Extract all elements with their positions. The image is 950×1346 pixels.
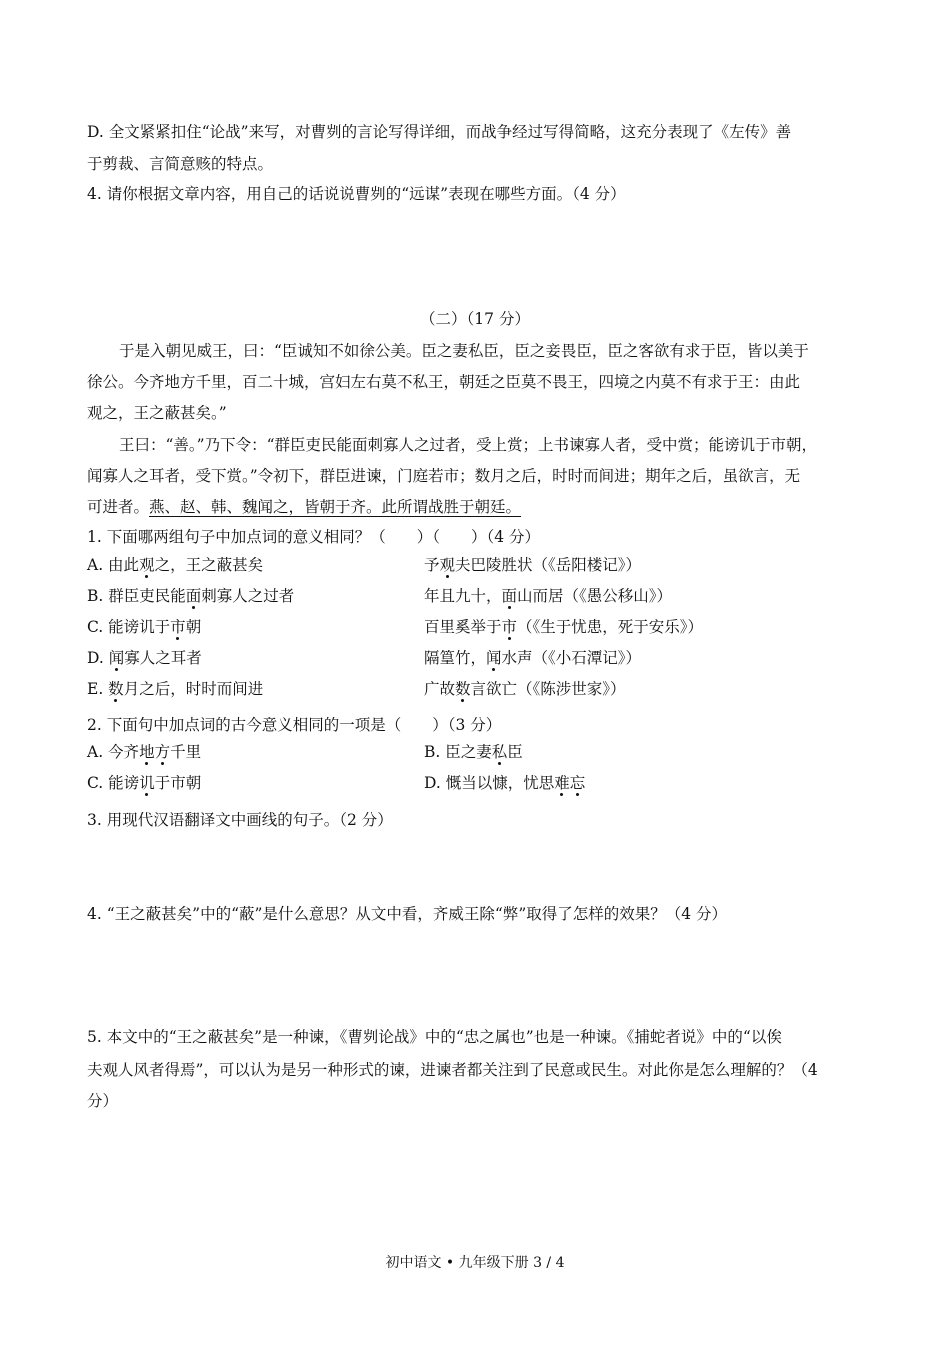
- q1-option-a-right: 予观夫巴陵胜状（《岳阳楼记》）: [424, 556, 642, 574]
- question-5-line1: 5. 本文中的“王之蔽甚矣”是一种谏，《曹刿论战》中的“忠之属也”也是一种谏。《捕蛇者说》中的“以俟: [87, 1028, 782, 1046]
- option-d-line2: 于剪裁、言简意赅的特点。: [87, 155, 274, 173]
- passage-p2-line3: [87, 496, 521, 518]
- section-heading: （二）（17 分）: [420, 310, 530, 328]
- dotted-word: 闻: [486, 649, 502, 667]
- dotted-word: 地: [139, 743, 155, 761]
- question-5-line3: 分）: [87, 1092, 119, 1110]
- dotted-word: 面: [185, 587, 202, 605]
- dotted-word: 面: [501, 587, 518, 605]
- dotted-word: 方: [154, 743, 171, 761]
- passage-p2-line2: 闻寡人之耳者，受下赏。”令初下，群臣进谏，门庭若市；数月之后，时时而间进；期年之后，虽欲言，无: [87, 467, 801, 485]
- dotted-word: 数: [108, 680, 124, 698]
- dotted-word: 观: [139, 556, 155, 574]
- underlined-sentence: 燕、赵、韩、魏闻之，皆朝于齐。此所谓战胜于朝廷。: [149, 498, 522, 516]
- q2-option-a: A. 今齐地方千里: [87, 743, 202, 761]
- question-5-line2: 夫观人风者得焉”，可以认为是另一种形式的谏，进谏者都关注到了民意或民生。对此你是怎么理解的？（4: [87, 1061, 818, 1079]
- dotted-word: 数: [455, 680, 471, 698]
- q1-option-d-left: D. 闻寡人之耳者: [87, 649, 202, 667]
- question-4-yuanmou: 4. 请你根据文章内容，用自己的话说说曹刿的“远谋”表现在哪些方面。（4 分）: [87, 185, 626, 203]
- q1-option-c-left: C. 能谤讥于市朝: [87, 618, 202, 636]
- q1-option-b-left: B. 群臣吏民能面刺寡人之过者: [87, 587, 295, 605]
- dotted-word: 私: [491, 743, 508, 761]
- question-4-bi: 4. “王之蔽甚矣”中的“蔽”是什么意思？从文中看，齐威王除“弊”取得了怎样的效果？（4 分）: [87, 905, 728, 923]
- dotted-word: 市: [170, 618, 186, 636]
- q2-option-c: C. 能谤讥于市朝: [87, 774, 202, 792]
- question-1-stem: 1. 下面哪两组句子中加点词的意义相同？（ ）（ ）（4 分）: [87, 528, 541, 546]
- dotted-word: 讥: [139, 774, 155, 792]
- q1-option-e-left: E. 数月之后，时时而间进: [87, 680, 264, 698]
- q1-option-c-right: 百里奚举于市（《生于忧患，死于安乐》）: [424, 618, 704, 636]
- passage-p1-line2: 徐公。今齐地方千里，百二十城，宫妇左右莫不私王，朝廷之臣莫不畏王，四境之内莫不有求于王：由此: [87, 373, 801, 391]
- page-footer: 初中语文 • 九年级下册 3 / 4: [385, 1255, 565, 1271]
- dotted-word: 难: [554, 774, 570, 792]
- q1-option-d-right: 隔篁竹，闻水声（《小石潭记》）: [424, 649, 642, 667]
- q1-option-b-right: 年且九十，面山而居（《愚公移山》）: [424, 587, 673, 605]
- dotted-word: 观: [439, 556, 456, 574]
- q1-option-a-left: A. 由此观之，王之蔽甚矣: [87, 556, 264, 574]
- question-3: 3. 用现代汉语翻译文中画线的句子。（2 分）: [87, 811, 393, 829]
- q2-option-d: D. 慨当以慷，忧思难忘: [424, 774, 586, 792]
- dotted-word: 市: [501, 618, 518, 636]
- option-d-line1: D. 全文紧紧扣住“论战”来写，对曹刿的言论写得详细，而战争经过写得简略，这充分表现了《左传》善: [87, 123, 792, 141]
- q2-option-b: B. 臣之妻私臣: [424, 743, 523, 761]
- passage-p1-line1: 于是入朝见威王，曰：“臣诚知不如徐公美。臣之妻私臣，臣之妾畏臣，臣之客欲有求于臣，皆以美于: [119, 342, 809, 360]
- q1-option-e-right: 广故数言欲亡（《陈涉世家》）: [424, 680, 626, 698]
- passage-p2-line1: 王曰：“善。”乃下令：“群臣吏民能面刺寡人之过者，受上赏；上书谏寡人者，受中赏；能谤讥于市朝，: [119, 436, 818, 454]
- passage-text: 可进者。: [87, 498, 150, 516]
- question-2-stem: 2. 下面句中加点词的古今意义相同的一项是（ ）（3 分）: [87, 716, 502, 734]
- dotted-word: 闻: [108, 649, 125, 667]
- passage-p1-line3: 观之，王之蔽甚矣。”: [87, 404, 227, 422]
- dotted-word: 忘: [569, 774, 586, 792]
